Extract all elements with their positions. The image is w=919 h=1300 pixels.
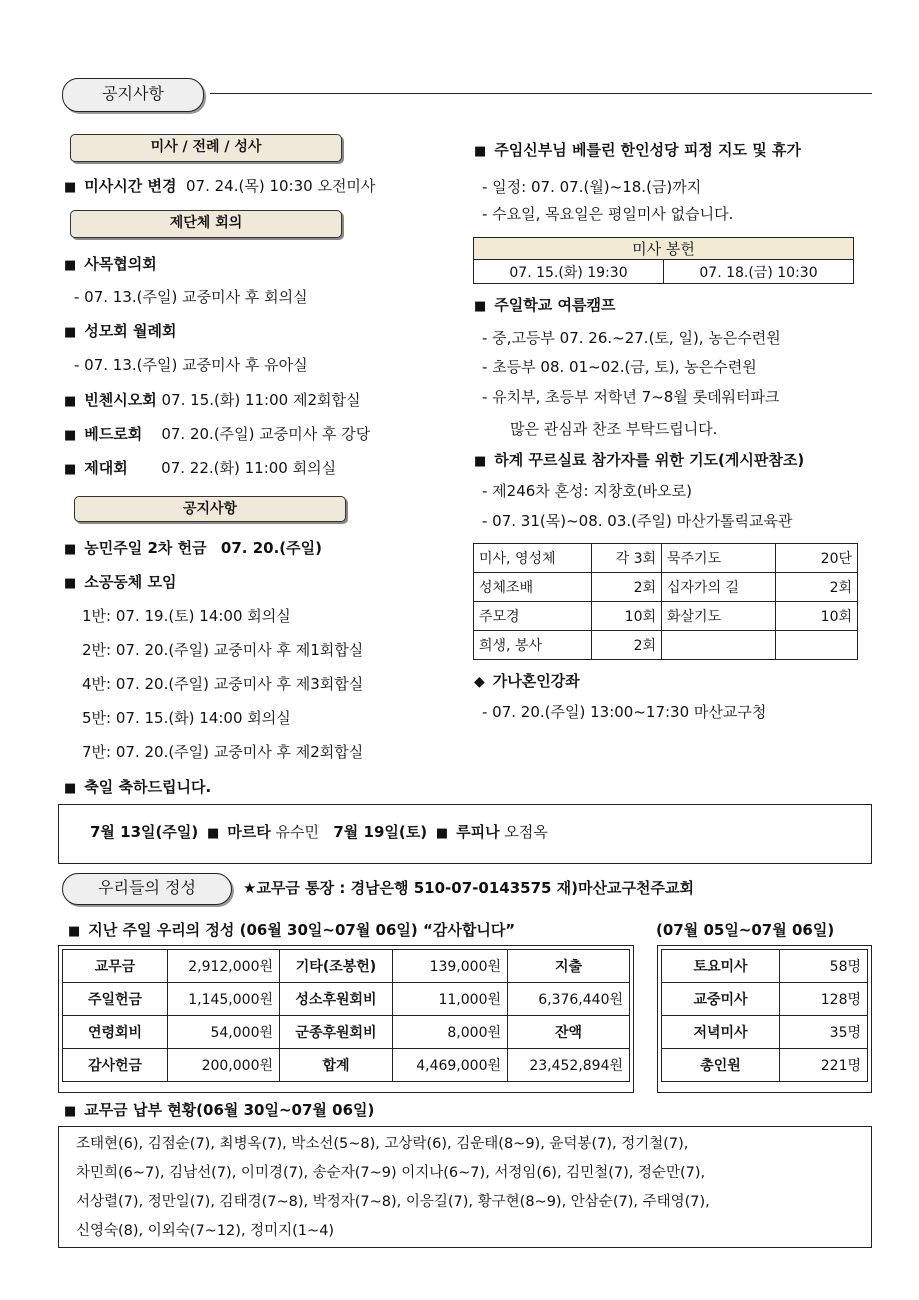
table-cell: 교중미사	[662, 983, 780, 1016]
community-item: 7반: 07. 20.(주일) 교중미사 후 제2회합실	[82, 743, 364, 761]
dues-line: 조태현(6), 김점순(7), 최병옥(7), 박소선(5~8), 고상락(6), 김운태(8~9), 윤덕봉(7), 정기철(7),	[76, 1136, 689, 1152]
offering-header: 미사 봉헌	[474, 238, 854, 260]
table-cell: 11,000원	[393, 983, 508, 1016]
table-row	[662, 1016, 868, 1049]
dues-title: 교무금 납부 현황(06월 30일~07월 06일)	[84, 1101, 375, 1119]
vincent-meeting: ■ 빈첸시오회 07. 15.(화) 11:00 제2회합실	[64, 391, 361, 409]
community-heading: ■ 소공동체 모임	[64, 573, 177, 591]
table-cell: 35명	[780, 1016, 868, 1049]
pastor-note: - 수요일, 목요일은 평일미사 없습니다.	[482, 205, 734, 223]
pastor-schedule: - 일정: 07. 07.(월)~18.(금)까지	[482, 178, 702, 196]
farmers-sunday: ■ 농민주일 2차 헌금 07. 20.(주일)	[64, 539, 322, 557]
table-row	[662, 950, 868, 983]
dues-line: 차민희(6~7), 김남선(7), 이미경(7), 송순자(7~9) 이지나(6~7), 서정임(6), 김민철(7), 정순만(7),	[76, 1165, 706, 1181]
camp-title: 주일학교 여름캠프	[494, 296, 616, 314]
pastoral-label: 사목협의회	[84, 255, 157, 273]
table-row	[474, 573, 858, 602]
table-cell: 221명	[780, 1049, 868, 1082]
mass-time-value: 07. 24.(목) 10:30 오전미사	[186, 177, 376, 195]
table-cell: 총인원	[662, 1049, 780, 1082]
vincent-label: 빈첸시오회	[84, 391, 157, 409]
camp-heading: ■ 주일학교 여름캠프	[474, 296, 616, 314]
table-cell: 200,000원	[168, 1049, 280, 1082]
altar-meeting: ■ 제대회 07. 22.(화) 11:00 회의실	[64, 459, 337, 477]
pastoral-council: ■ 사목협의회	[64, 255, 157, 273]
camp-line: - 중,고등부 07. 26.~27.(토, 일), 농은수련원	[482, 329, 781, 347]
table-cell: 묵주기도	[662, 544, 776, 573]
table-cell: 54,000원	[168, 1016, 280, 1049]
table-row	[662, 983, 868, 1016]
table-row	[474, 544, 858, 573]
cursillo-heading: ■ 하계 꾸르실료 참가자를 위한 기도(게시판참조)	[474, 451, 805, 469]
table-cell: 성소후원회비	[280, 983, 393, 1016]
table-cell: 십자가의 길	[662, 573, 776, 602]
offering-title-pill: 우리들의 정성	[62, 873, 232, 905]
mothers-meeting: ■ 성모회 월례회	[64, 322, 177, 340]
farmers-label: 농민주일 2차 헌금	[84, 539, 207, 557]
table-row	[63, 983, 630, 1016]
table-cell: 128명	[780, 983, 868, 1016]
table-cell: 6,376,440원	[508, 983, 630, 1016]
table-cell: 군종후원회비	[280, 1016, 393, 1049]
pastoral-detail: - 07. 13.(주일) 교중미사 후 회의실	[74, 288, 308, 306]
table-cell: 10회	[592, 602, 662, 631]
table-cell: 화살기도	[662, 602, 776, 631]
vincent-detail: 07. 15.(화) 11:00 제2회합실	[161, 391, 361, 409]
table-cell	[776, 631, 858, 660]
feast-label: 축일 축하드립니다.	[84, 778, 212, 796]
feast-heading: ■ 축일 축하드립니다.	[64, 778, 212, 796]
peter-meeting: ■ 베드로회 07. 20.(주일) 교중미사 후 강당	[64, 425, 371, 443]
attendance-title: (07월 05일~07월 06일)	[656, 921, 835, 939]
community-item: 5반: 07. 15.(화) 14:00 회의실	[82, 709, 291, 727]
community-label: 소공동체 모임	[84, 573, 177, 591]
feast-saint: 마르타	[227, 823, 271, 841]
table-cell: 성체조배	[474, 573, 592, 602]
cana-detail: - 07. 20.(주일) 13:00~17:30 마산교구청	[482, 703, 767, 721]
offering-table	[62, 949, 630, 1082]
table-cell: 감사헌금	[63, 1049, 168, 1082]
table-cell: 4,469,000원	[393, 1049, 508, 1082]
council-pill: 제단체 회의	[70, 210, 342, 238]
pastor-title: 주임신부님 베를린 한인성당 피정 지도 및 휴가	[494, 141, 801, 159]
table-cell: 잔액	[508, 1016, 630, 1049]
mass-time-change: ■ 미사시간 변경 07. 24.(목) 10:30 오전미사	[64, 177, 376, 195]
camp-line: - 유치부, 초등부 저학년 7~8월 롯데워터파크	[482, 388, 780, 406]
table-cell: 희생, 봉사	[474, 631, 592, 660]
dues-heading: ■ 교무금 납부 현황(06월 30일~07월 06일)	[64, 1101, 375, 1119]
cursillo-line: - 07. 31(목)~08. 03.(주일) 마산가톨릭교육관	[482, 512, 793, 530]
table-cell: 주일헌금	[63, 983, 168, 1016]
table-cell: 1,145,000원	[168, 983, 280, 1016]
mass-liturgy-pill: 미사 / 전례 / 성사	[70, 134, 342, 162]
table-row	[474, 602, 858, 631]
table-cell: 139,000원	[393, 950, 508, 983]
farmers-date: 07. 20.(주일)	[220, 539, 322, 557]
table-row	[662, 1049, 868, 1082]
feast-saint: 루피나	[456, 823, 500, 841]
community-item: 1반: 07. 19.(토) 14:00 회의실	[82, 607, 291, 625]
table-row	[474, 631, 858, 660]
prayer-table	[473, 543, 858, 660]
table-row	[63, 950, 630, 983]
attendance-table	[661, 949, 868, 1082]
offering-slot: 07. 18.(금) 10:30	[664, 260, 854, 284]
table-cell: 주모경	[474, 602, 592, 631]
table-cell: 저녁미사	[662, 1016, 780, 1049]
bank-info: ★교무금 통장 : 경남은행 510-07-0143575 재)마산교구천주교회	[243, 879, 694, 897]
table-cell: 2회	[776, 573, 858, 602]
table-row	[63, 1049, 630, 1082]
header-rule	[210, 93, 872, 94]
camp-line: - 초등부 08. 01~02.(금, 토), 농은수련원	[482, 358, 757, 376]
camp-line: 많은 관심과 찬조 부탁드립니다.	[510, 420, 718, 438]
cursillo-title: 하계 꾸르실료 참가자를 위한 기도(게시판참조)	[494, 451, 805, 469]
table-cell: 2,912,000원	[168, 950, 280, 983]
offering-slot: 07. 15.(화) 19:30	[474, 260, 664, 284]
mass-time-label: 미사시간 변경	[84, 177, 177, 195]
cursillo-line: - 제246차 혼성: 지창호(바오로)	[482, 482, 693, 500]
table-row	[63, 1016, 630, 1049]
feast-person: 유수민	[275, 823, 320, 841]
table-cell: 연령회비	[63, 1016, 168, 1049]
mothers-detail: - 07. 13.(주일) 교중미사 후 유아실	[74, 356, 308, 374]
feast-person: 오점옥	[504, 823, 548, 841]
table-cell: 각 3회	[592, 544, 662, 573]
table-cell: 합계	[280, 1049, 393, 1082]
cana-title: 가나혼인강좌	[492, 672, 580, 690]
table-cell: 23,452,894원	[508, 1049, 630, 1082]
pastor-heading: ■ 주임신부님 베를린 한인성당 피정 지도 및 휴가	[474, 141, 801, 159]
community-item: 4반: 07. 20.(주일) 교중미사 후 제3회합실	[82, 675, 364, 693]
dues-line: 서상렬(7), 정만일(7), 김태경(7~8), 박정자(7~8), 이응길(7), 황구현(8~9), 안삼순(7), 주태영(7),	[76, 1194, 710, 1210]
table-cell: 기타(조봉헌)	[280, 950, 393, 983]
table-cell: 58명	[780, 950, 868, 983]
cana-heading: ◆ 가나혼인강좌	[474, 672, 580, 690]
table-cell	[662, 631, 776, 660]
table-cell: 20단	[776, 544, 858, 573]
altar-detail: 07. 22.(화) 11:00 회의실	[161, 459, 337, 477]
week-offering-heading: ■ 지난 주일 우리의 정성 (06월 30일~07월 06일) “감사합니다”	[68, 921, 516, 939]
feast-date: 7월 19일(토)	[333, 823, 428, 841]
table-cell: 2회	[592, 573, 662, 602]
dues-line: 신영숙(8), 이외숙(7~12), 정미지(1~4)	[76, 1223, 335, 1239]
table-cell: 10회	[776, 602, 858, 631]
table-cell: 미사, 영성체	[474, 544, 592, 573]
table-cell: 지출	[508, 950, 630, 983]
week-offering-title: 지난 주일 우리의 정성 (06월 30일~07월 06일) “감사합니다”	[88, 921, 516, 939]
table-cell: 2회	[592, 631, 662, 660]
table-cell: 토요미사	[662, 950, 780, 983]
feast-date: 7월 13일(주일)	[90, 823, 199, 841]
peter-detail: 07. 20.(주일) 교중미사 후 강당	[161, 425, 371, 443]
community-item: 2반: 07. 20.(주일) 교중미사 후 제1회합실	[82, 641, 364, 659]
feast-names: 7월 13일(주일) ■ 마르타 유수민 7월 19일(토) ■ 루피나 오점옥	[90, 823, 548, 841]
peter-label: 베드로회	[84, 425, 143, 443]
altar-label: 제대회	[84, 459, 128, 477]
table-cell: 8,000원	[393, 1016, 508, 1049]
notice-title-pill: 공지사항	[62, 78, 204, 112]
table-cell: 교무금	[63, 950, 168, 983]
mothers-label: 성모회 월례회	[84, 322, 177, 340]
notice-sub-pill: 공지사항	[74, 496, 346, 522]
mass-offering-table	[473, 237, 854, 284]
